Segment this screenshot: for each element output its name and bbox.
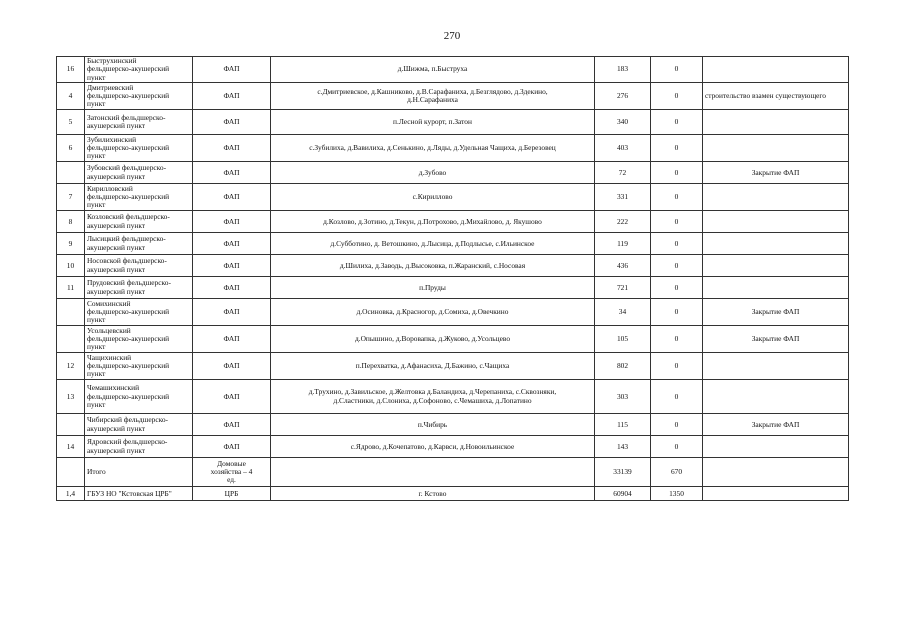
service-area-cell: п.Чибирь	[271, 414, 595, 436]
staff-count-cell: 0	[651, 135, 703, 162]
note-cell: строительство взамен существующего	[703, 83, 849, 110]
row-number-cell	[57, 414, 85, 436]
staff-count-cell: 0	[651, 233, 703, 255]
row-number-cell: 11	[57, 277, 85, 299]
service-area-cell	[271, 458, 595, 487]
facility-type-cell: ФАП	[193, 162, 271, 184]
note-cell: Закрытие ФАП	[703, 299, 849, 326]
staff-count-cell: 0	[651, 211, 703, 233]
service-area-cell: с.Кириллово	[271, 184, 595, 211]
row-number-cell: 6	[57, 135, 85, 162]
population-cell: 436	[595, 255, 651, 277]
facility-type-cell: ФАП	[193, 83, 271, 110]
table-body	[57, 57, 849, 501]
table-row	[57, 277, 849, 299]
population-cell: 105	[595, 326, 651, 353]
row-number-cell: 5	[57, 110, 85, 135]
page-number: 270	[443, 30, 461, 42]
note-cell: Закрытие ФАП	[703, 162, 849, 184]
population-cell: 34	[595, 299, 651, 326]
service-area-cell: д.Козлово, д.Зотино, д.Текун, д.Потрохово, д.Михайлово, д. Якушово	[271, 211, 595, 233]
population-cell: 721	[595, 277, 651, 299]
note-cell	[703, 487, 849, 501]
facility-name-cell: Кирилловский фельдшерско-акушерский пункт	[85, 184, 193, 211]
facility-name-cell: Козловский фельдшерско- акушерский пункт	[85, 211, 193, 233]
total-row	[57, 458, 849, 487]
service-area-cell: г. Кстово	[271, 487, 595, 501]
facility-name-cell: Усольцевский фельдшерско-акушерский пункт	[85, 326, 193, 353]
facility-type-cell: ФАП	[193, 211, 271, 233]
row-number-cell: 10	[57, 255, 85, 277]
staff-count-cell: 0	[651, 255, 703, 277]
note-cell: Закрытие ФАП	[703, 326, 849, 353]
row-number-cell	[57, 326, 85, 353]
row-number-cell: 13	[57, 380, 85, 414]
staff-count-cell: 0	[651, 380, 703, 414]
staff-count-cell: 670	[651, 458, 703, 487]
facility-type-cell: ФАП	[193, 135, 271, 162]
table-row	[57, 299, 849, 326]
population-cell: 403	[595, 135, 651, 162]
note-cell	[703, 211, 849, 233]
note-cell	[703, 255, 849, 277]
facility-type-cell: ФАП	[193, 233, 271, 255]
staff-count-cell: 0	[651, 414, 703, 436]
facility-type-cell: ФАП	[193, 326, 271, 353]
facility-name-cell: Зубовский фельдшерско- акушерский пункт	[85, 162, 193, 184]
facility-type-cell: ФАП	[193, 299, 271, 326]
service-area-cell: д.Шижма, п.Быструха	[271, 57, 595, 83]
table-row	[57, 414, 849, 436]
facility-name-cell: Дмитриевский фельдшерско-акушерский пункт	[85, 83, 193, 110]
table-row	[57, 135, 849, 162]
staff-count-cell: 0	[651, 353, 703, 380]
facility-type-cell: ФАП	[193, 353, 271, 380]
population-cell: 143	[595, 436, 651, 458]
service-area-cell: с.Ядрово, д.Кочепатово, д.Карвси, д.Новоильинское	[271, 436, 595, 458]
facility-name-cell: Сомихинский фельдшерско-акушерский пункт	[85, 299, 193, 326]
facility-name-cell: Чибирский фельдшерско- акушерский пункт	[85, 414, 193, 436]
note-cell	[703, 184, 849, 211]
staff-count-cell: 0	[651, 57, 703, 83]
facility-type-cell: ФАП	[193, 380, 271, 414]
staff-count-cell: 0	[651, 83, 703, 110]
facility-type-cell: ФАП	[193, 436, 271, 458]
row-number-cell: 12	[57, 353, 85, 380]
facility-name-cell: Чемашихинский фельдшерско-акушерский пункт	[85, 380, 193, 414]
row-number-cell: 8	[57, 211, 85, 233]
row-number-cell: 14	[57, 436, 85, 458]
facility-name-cell: Ядровский фельдшерско- акушерский пункт	[85, 436, 193, 458]
service-area-cell: п.Перехватка, д.Афанасиха, Д.Бажино, с.Чащиха	[271, 353, 595, 380]
facility-name-cell: Носовской фельдшерско- акушерский пункт	[85, 255, 193, 277]
population-cell: 72	[595, 162, 651, 184]
population-cell: 60904	[595, 487, 651, 501]
note-cell	[703, 458, 849, 487]
facility-name-cell: Прудовский фельдшерско- акушерский пункт	[85, 277, 193, 299]
service-area-cell: д.Зубово	[271, 162, 595, 184]
population-cell: 222	[595, 211, 651, 233]
facility-name-cell: ГБУЗ НО "Кстовская ЦРБ"	[85, 487, 193, 501]
population-cell: 340	[595, 110, 651, 135]
table-row	[57, 380, 849, 414]
service-area-cell: с.Дмитриевское, д.Кашниково, д.В.Сарафаниха, д.Безглядово, д.Здекино, д.Н.Сарафаниха	[271, 83, 595, 110]
table-row	[57, 110, 849, 135]
facility-type-cell: ЦРБ	[193, 487, 271, 501]
note-cell	[703, 353, 849, 380]
service-area-cell: п.Лесной курорт, п.Затон	[271, 110, 595, 135]
facility-type-cell: ФАП	[193, 57, 271, 83]
note-cell	[703, 110, 849, 135]
population-cell: 115	[595, 414, 651, 436]
facility-name-cell: Лысицкий фельдшерско- акушерский пункт	[85, 233, 193, 255]
row-number-cell	[57, 299, 85, 326]
row-number-cell: 9	[57, 233, 85, 255]
population-cell: 183	[595, 57, 651, 83]
facility-type-cell: ФАП	[193, 277, 271, 299]
facility-type-cell: ФАП	[193, 414, 271, 436]
service-area-cell: с.Зубилиха, д.Вавилиха, д.Сенькино, д.Ляды, д.Удельная Чащиха, д.Березовец	[271, 135, 595, 162]
service-area-cell: д.Осиновка, д.Красногор, д.Сомиха, д.Овечкино	[271, 299, 595, 326]
note-cell: Закрытие ФАП	[703, 414, 849, 436]
service-area-cell: д.Субботино, д. Ветошкино, д.Лысица, д.Подлысье, с.Ильинское	[271, 233, 595, 255]
table-row	[57, 162, 849, 184]
note-cell	[703, 135, 849, 162]
table-row	[57, 184, 849, 211]
population-cell: 33139	[595, 458, 651, 487]
staff-count-cell: 0	[651, 326, 703, 353]
population-cell: 276	[595, 83, 651, 110]
facility-type-cell: ФАП	[193, 255, 271, 277]
population-cell: 331	[595, 184, 651, 211]
facility-type-cell: Домовые хозяйства – 4 ед.	[193, 458, 271, 487]
staff-count-cell: 0	[651, 110, 703, 135]
facility-name-cell: Затонский фельдшерско- акушерский пункт	[85, 110, 193, 135]
row-number-cell	[57, 162, 85, 184]
population-cell: 303	[595, 380, 651, 414]
staff-count-cell: 0	[651, 436, 703, 458]
table-row	[57, 353, 849, 380]
staff-count-cell: 0	[651, 277, 703, 299]
table-row	[57, 211, 849, 233]
facility-name-cell: Зубилихинский фельдшерско-акушерский пункт	[85, 135, 193, 162]
table-row	[57, 255, 849, 277]
facility-name-cell: Чащихинский фельдшерско-акушерский пункт	[85, 353, 193, 380]
facility-type-cell: ФАП	[193, 184, 271, 211]
facility-name-cell: Итого	[85, 458, 193, 487]
staff-count-cell: 0	[651, 184, 703, 211]
note-cell	[703, 57, 849, 83]
service-area-cell: д.Опышино, д.Воровапка, д.Жуково, д.Усольцево	[271, 326, 595, 353]
crb-row	[57, 487, 849, 501]
table-row	[57, 233, 849, 255]
table-row	[57, 436, 849, 458]
staff-count-cell: 0	[651, 299, 703, 326]
staff-count-cell: 0	[651, 162, 703, 184]
facility-type-cell: ФАП	[193, 110, 271, 135]
population-cell: 119	[595, 233, 651, 255]
service-area-cell: д.Трухино, д.Завильское, д.Желтовка д.Баландиха, д.Черепаниха, с.Сквозняки, д.Сластники, д.Слониха, д.Софоново, с.Чемашиха, д.Лопатино	[271, 380, 595, 414]
facility-name-cell: Быструхинский фельдшерско-акушерский пункт	[85, 57, 193, 83]
row-number-cell: 16	[57, 57, 85, 83]
note-cell	[703, 233, 849, 255]
row-number-cell: 7	[57, 184, 85, 211]
note-cell	[703, 380, 849, 414]
service-area-cell: д.Шилиха, д.Заводь, д.Высоковка, п.Жаранский, с.Носовая	[271, 255, 595, 277]
service-area-cell: п.Пруды	[271, 277, 595, 299]
population-cell: 802	[595, 353, 651, 380]
staff-count-cell: 1350	[651, 487, 703, 501]
note-cell	[703, 436, 849, 458]
note-cell	[703, 277, 849, 299]
table-row	[57, 326, 849, 353]
table-row	[57, 57, 849, 83]
facilities-table	[56, 56, 849, 501]
table-row	[57, 83, 849, 110]
row-number-cell	[57, 458, 85, 487]
row-number-cell: 4	[57, 83, 85, 110]
row-number-cell: 1,4	[57, 487, 85, 501]
